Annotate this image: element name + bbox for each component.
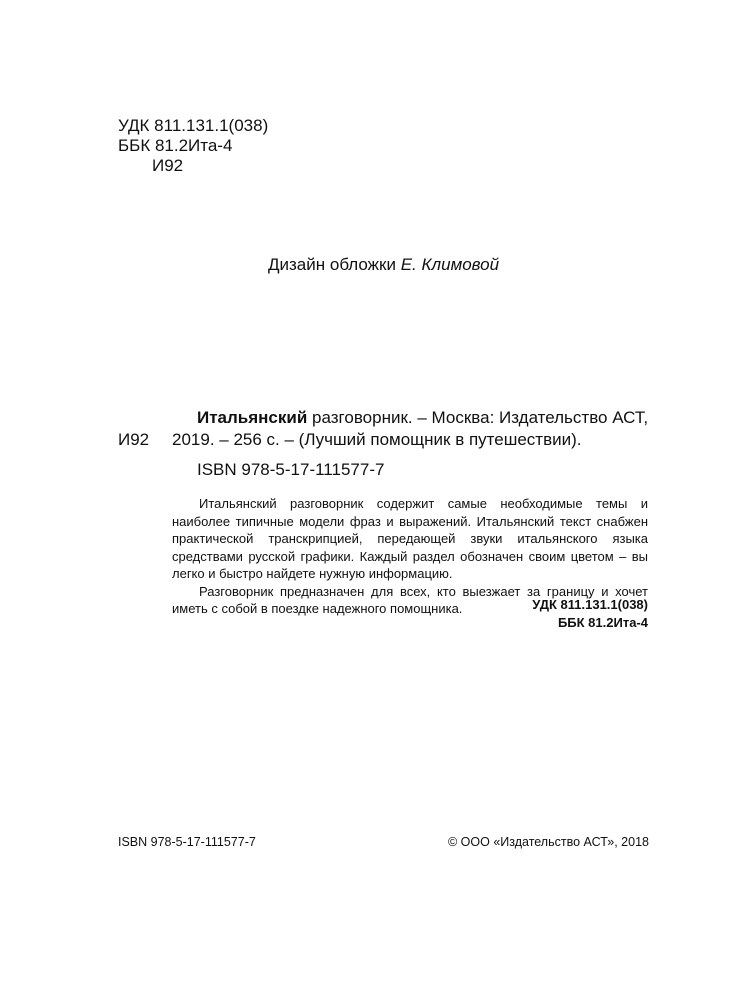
book-title: Итальянский (197, 408, 308, 427)
udk-code: УДК 811.131.1(038) (118, 116, 269, 135)
bibliographic-isbn: ISBN 978-5-17-111577-7 (197, 460, 385, 479)
cover-design-credit (268, 255, 499, 275)
cover-design-label: Дизайн обложки (268, 255, 396, 274)
bibliographic-line-2: 2019. – 256 с. – (Лучший помощник в путешествии). (172, 430, 582, 449)
bbk-code: ББК 81.2Ита-4 (118, 136, 233, 155)
annotation-codes (448, 596, 648, 632)
bibliographic-line-1 (197, 406, 648, 430)
copyright-notice: © ООО «Издательство АСТ», 2018 (448, 835, 649, 849)
bibliographic-publisher: разговорник. – Москва: Издательство АСТ, (307, 408, 649, 427)
annotation-udk-code: УДК 811.131.1(038) (532, 597, 648, 612)
footer-isbn: ISBN 978-5-17-111577-7 (118, 835, 256, 849)
annotation-paragraph: Разговорник предназначен для всех, кто выезжает за границу и хочет иметь с собой в поездке надежного помощника. (172, 583, 648, 616)
author-code: И92 (152, 156, 184, 175)
annotation-paragraph: Итальянский разговорник содержит самые необходимые темы и наиболее типичные модели фраз и выражений. Итальянский текст снабжен практической транскрипцией, передающей звуки итальянского языка средствами русской графики. Каждый раздел обозначен своим цветом – вы легко и быстро найдете нужную информацию. (172, 496, 648, 581)
bibliographic-author-code: И92 (118, 430, 150, 449)
cover-designer-name: Е. Климовой (400, 255, 500, 274)
annotation-bbk-code: ББК 81.2Ита-4 (557, 615, 648, 630)
